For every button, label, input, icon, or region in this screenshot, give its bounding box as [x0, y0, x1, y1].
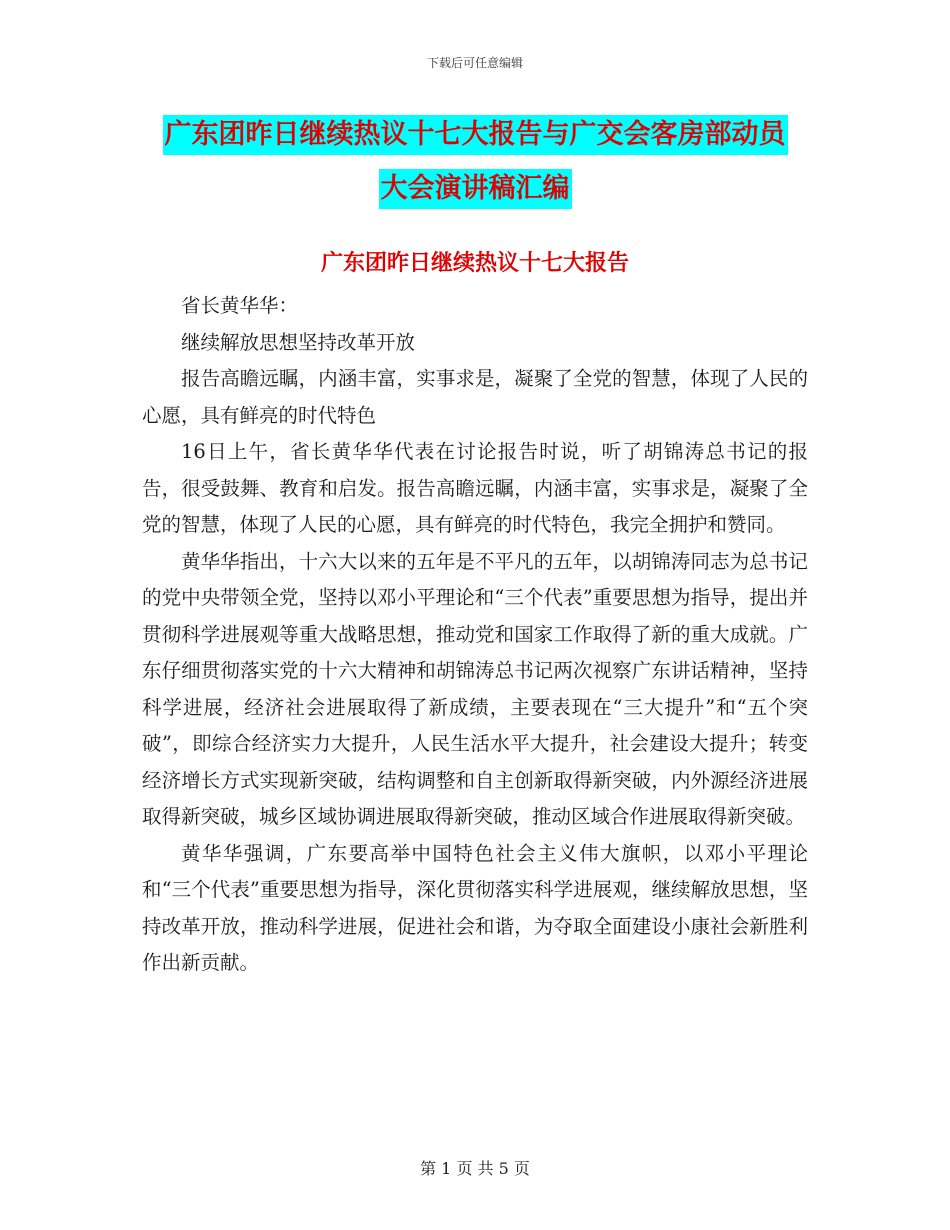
article-body: [142, 288, 808, 982]
paragraph: 黄华华指出，十六大以来的五年是不平凡的五年，以胡锦涛同志为总书记的党中央带领全党，坚持以邓小平理论和“三个代表”重要思想为指导，提出并贯彻科学进展观等重大战略思想，推动党和国家工作取得了新的重大成就。广东仔细贯彻落实党的十六大精神和胡锦涛总书记两次视察广东讲话精神，坚持科学进展，经济社会进展取得了新成绩，主要表现在“三大提升”和“五个突破”，即综合经济实力大提升，人民生活水平大提升，社会建设大提升；转变经济增长方式实现新突破，结构调整和自主创新取得新突破，内外源经济进展取得新突破，城乡区域协调进展取得新突破，推动区域合作进展取得新突破。: [142, 549, 808, 828]
section-title: 广东团昨日继续热议十七大报告: [320, 251, 629, 276]
page-header-note: 下载后可任意编辑: [426, 56, 523, 70]
paragraph: 16日上午，省长黄华华代表在讨论报告时说，听了胡锦涛总书记的报告，很受鼓舞、教育和启发。报告高瞻远瞩，内涵丰富，实事求是，凝聚了全党的智慧，体现了人民的心愿，具有鲜亮的时代特色，我完全拥护和赞同。: [142, 440, 808, 536]
paragraph: 省长黄华华：: [181, 294, 299, 317]
page-number: 第 1 页 共 5 页: [420, 1159, 530, 1178]
document-title-line-2: 大会演讲稿汇编: [379, 169, 572, 209]
paragraph: 继续解放思想坚持改革开放: [181, 330, 416, 354]
paragraph: 报告高瞻远瞩，内涵丰富，实事求是，凝聚了全党的智慧，体现了人民的心愿，具有鲜亮的时代特色: [142, 367, 808, 427]
document-title: [0, 108, 950, 216]
paragraph: 黄华华强调，广东要高举中国特色社会主义伟大旗帜，以邓小平理论和“三个代表”重要思想为指导，深化贯彻落实科学进展观，继续解放思想，坚持改革开放，推动科学进展，促进社会和谐，为夺取全面建设小康社会新胜利作出新贡献。: [142, 841, 808, 974]
document-title-line-1: 广东团昨日继续热议十七大报告与广交会客房部动员: [163, 115, 788, 155]
